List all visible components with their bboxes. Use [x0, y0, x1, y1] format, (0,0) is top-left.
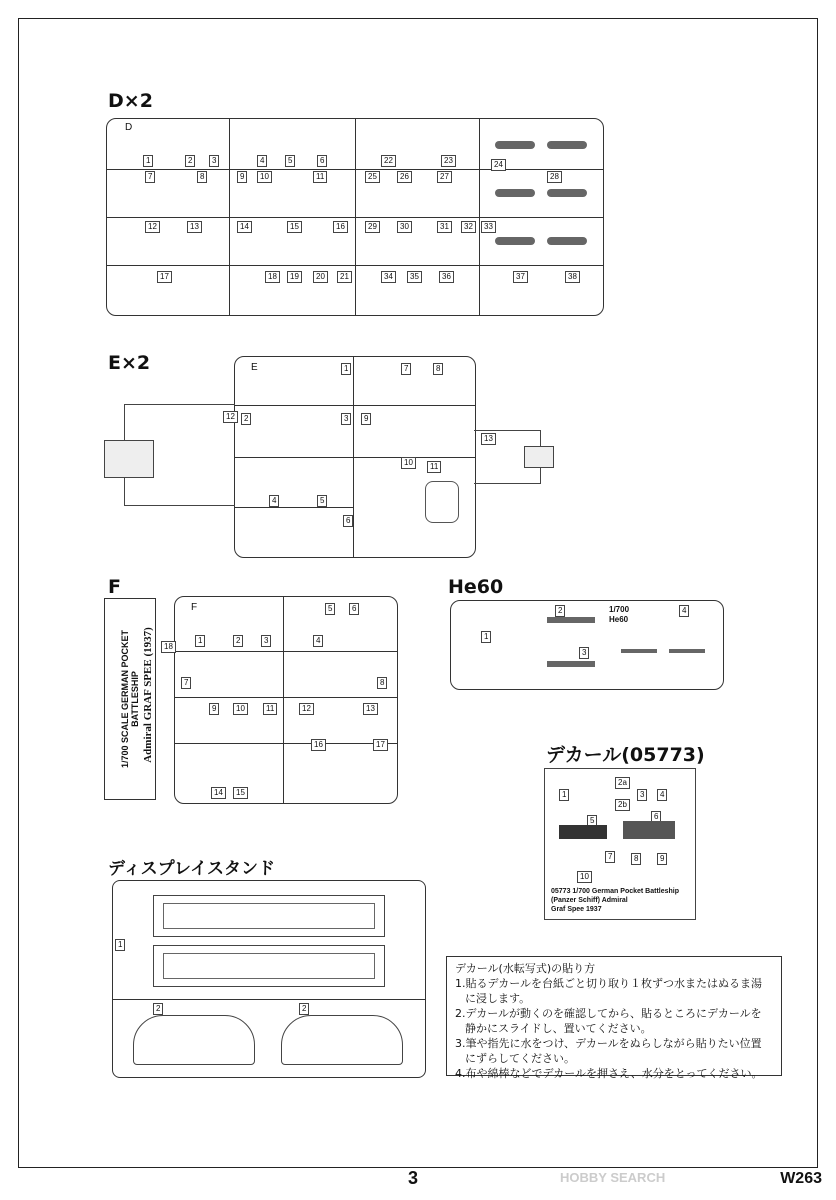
f-part-5: 5 [325, 603, 335, 615]
page-number: 3 [408, 1168, 419, 1188]
d-part-23: 23 [441, 155, 456, 167]
e-part-12: 12 [223, 411, 238, 423]
torpedo-part [495, 141, 535, 149]
e-part-7: 7 [401, 363, 411, 375]
decal-sheet [544, 768, 696, 920]
d-part-3: 3 [209, 155, 219, 167]
d-part-25: 25 [365, 171, 380, 183]
e-part-2: 2 [241, 413, 251, 425]
d-part-5: 5 [285, 155, 295, 167]
f-part-7: 7 [181, 677, 191, 689]
sprue-d [106, 118, 604, 316]
instruction-step-2b: 静かにスライドし、置いてください。 [465, 1022, 652, 1035]
d-part-32: 32 [461, 221, 476, 233]
torpedo-part [495, 237, 535, 245]
d-part-30: 30 [397, 221, 412, 233]
e-part-11: 11 [427, 461, 441, 473]
d-part-8: 8 [197, 171, 207, 183]
d-part-9: 9 [237, 171, 247, 183]
decal-part-3: 3 [637, 789, 647, 801]
f-part-15: 15 [233, 787, 248, 799]
he60-part-4: 4 [679, 605, 689, 617]
decal-part-10: 10 [577, 871, 592, 883]
d-part-11: 11 [313, 171, 327, 183]
f-part-18: 18 [161, 641, 176, 653]
f-part-17: 17 [373, 739, 388, 751]
decal-part-7: 7 [605, 851, 615, 863]
e-part-5: 5 [317, 495, 327, 507]
sprue-letter-f: F [191, 602, 198, 613]
decal-caption-line1: 05773 1/700 German Pocket Battleship [551, 888, 680, 895]
d-part-16: 16 [333, 221, 348, 233]
torpedo-part [547, 141, 587, 149]
section-title-stand: ディスプレイスタンド [108, 859, 275, 879]
decal-part-8: 8 [631, 853, 641, 865]
he60-part-3: 3 [579, 647, 589, 659]
float-part [547, 617, 595, 623]
instruction-step-2: 2.デカールが動くのを確認してから、貼るところにデカールを [455, 1007, 762, 1020]
sprue-f-side-label [104, 598, 156, 800]
instructions-title: デカール(水転写式)の貼り方 [455, 962, 596, 975]
decal-part-2b: 2b [615, 799, 630, 811]
f-part-10: 10 [233, 703, 248, 715]
section-title-f: F [108, 576, 121, 598]
f-part-11: 11 [263, 703, 277, 715]
decal-flag-6 [623, 821, 675, 839]
sprue-he60 [450, 600, 724, 690]
wing-part [669, 649, 705, 653]
sprue-e-part-right [524, 446, 554, 468]
stand-leg-left [133, 1015, 255, 1065]
decal-part-9: 9 [657, 853, 667, 865]
decal-caption [551, 887, 679, 914]
side-label-line1: 1/700 SCALE GERMAN POCKET BATTLESHIP [120, 629, 140, 769]
d-part-6: 6 [317, 155, 327, 167]
he60-label-name: He60 [609, 615, 629, 624]
e-part-13: 13 [481, 433, 496, 445]
d-part-15: 15 [287, 221, 302, 233]
float-part [547, 661, 595, 667]
f-part-12: 12 [299, 703, 314, 715]
watermark: HOBBY SEARCH [560, 1170, 666, 1185]
product-code: W263 [780, 1170, 822, 1187]
e-part-1: 1 [341, 363, 351, 375]
side-label-line2: Admiral GRAF SPEE (1937) [142, 627, 154, 763]
he60-label-scale: 1/700 [609, 605, 630, 614]
decal-flag-5 [559, 825, 607, 839]
torpedo-part [547, 237, 587, 245]
e-part-4: 4 [269, 495, 279, 507]
e-part-9: 9 [361, 413, 371, 425]
stand-leg-right [281, 1015, 403, 1065]
he60-part-2: 2 [555, 605, 565, 617]
d-part-19: 19 [287, 271, 302, 283]
d-part-1: 1 [143, 155, 153, 167]
f-part-3: 3 [261, 635, 271, 647]
sprue-letter-d: D [125, 122, 133, 133]
d-part-10: 10 [257, 171, 272, 183]
decal-part-2a: 2a [615, 777, 630, 789]
section-title-e: E×2 [108, 352, 151, 374]
sprue-stand [112, 880, 426, 1078]
decal-caption-line3: Graf Spee 1937 [551, 906, 602, 913]
d-part-29: 29 [365, 221, 380, 233]
instruction-step-1: 1.貼るデカールを台紙ごと切り取り１枚ずつ水またはぬるま湯 [455, 977, 763, 990]
f-part-1: 1 [195, 635, 205, 647]
instruction-step-3: 3.筆や指先に水をつけ、デカールをぬらしながら貼りたい位置 [455, 1037, 762, 1050]
d-part-22: 22 [381, 155, 396, 167]
d-part-13: 13 [187, 221, 202, 233]
d-part-18: 18 [265, 271, 280, 283]
d-part-12: 12 [145, 221, 160, 233]
stand-part-1: 1 [115, 939, 125, 951]
d-part-20: 20 [313, 271, 328, 283]
d-part-21: 21 [337, 271, 352, 283]
decal-instructions [446, 956, 782, 1080]
d-part-17: 17 [157, 271, 172, 283]
d-part-7: 7 [145, 171, 155, 183]
d-part-2: 2 [185, 155, 195, 167]
stand-part-2b: 2 [299, 1003, 309, 1015]
d-part-35: 35 [407, 271, 422, 283]
section-title-he60: He60 [448, 576, 504, 598]
f-part-9: 9 [209, 703, 219, 715]
sprue-f [164, 596, 398, 804]
stand-part-2a: 2 [153, 1003, 163, 1015]
decal-caption-line2: (Panzer Schiff) Admiral [551, 897, 628, 904]
f-part-13: 13 [363, 703, 378, 715]
f-part-6: 6 [349, 603, 359, 615]
instruction-step-1b: に浸します。 [465, 992, 531, 1005]
d-part-36: 36 [439, 271, 454, 283]
torpedo-part [495, 189, 535, 197]
f-part-4: 4 [313, 635, 323, 647]
d-part-27: 27 [437, 171, 452, 183]
e-part-3: 3 [341, 413, 351, 425]
turret-part [425, 481, 459, 523]
d-part-24: 24 [491, 159, 506, 171]
torpedo-part [547, 189, 587, 197]
f-part-16: 16 [311, 739, 326, 751]
wing-part [621, 649, 657, 653]
instruction-step-3b: にずらしてください。 [465, 1052, 575, 1065]
sprue-letter-e: E [251, 362, 258, 373]
e-part-8: 8 [433, 363, 443, 375]
section-title-d: D×2 [108, 90, 153, 112]
instruction-step-4: 4.布や綿棒などでデカールを押さえ、水分をとってください。 [455, 1067, 763, 1080]
f-part-2: 2 [233, 635, 243, 647]
decal-part-1: 1 [559, 789, 569, 801]
decal-part-4: 4 [657, 789, 667, 801]
decal-part-6: 6 [651, 811, 661, 823]
e-part-10: 10 [401, 457, 416, 469]
he60-part-1: 1 [481, 631, 491, 643]
d-part-31: 31 [437, 221, 452, 233]
d-part-34: 34 [381, 271, 396, 283]
d-part-37: 37 [513, 271, 528, 283]
d-part-28: 28 [547, 171, 562, 183]
d-part-38: 38 [565, 271, 580, 283]
f-part-8: 8 [377, 677, 387, 689]
d-part-14: 14 [237, 221, 252, 233]
d-part-4: 4 [257, 155, 267, 167]
decal-part-5: 5 [587, 815, 597, 827]
sprue-e-part-left [104, 440, 154, 478]
d-part-26: 26 [397, 171, 412, 183]
sprue-e [226, 356, 493, 558]
d-part-33: 33 [481, 221, 496, 233]
f-part-14: 14 [211, 787, 226, 799]
section-title-decal: デカール(05773) [546, 744, 705, 766]
e-part-6: 6 [343, 515, 353, 527]
